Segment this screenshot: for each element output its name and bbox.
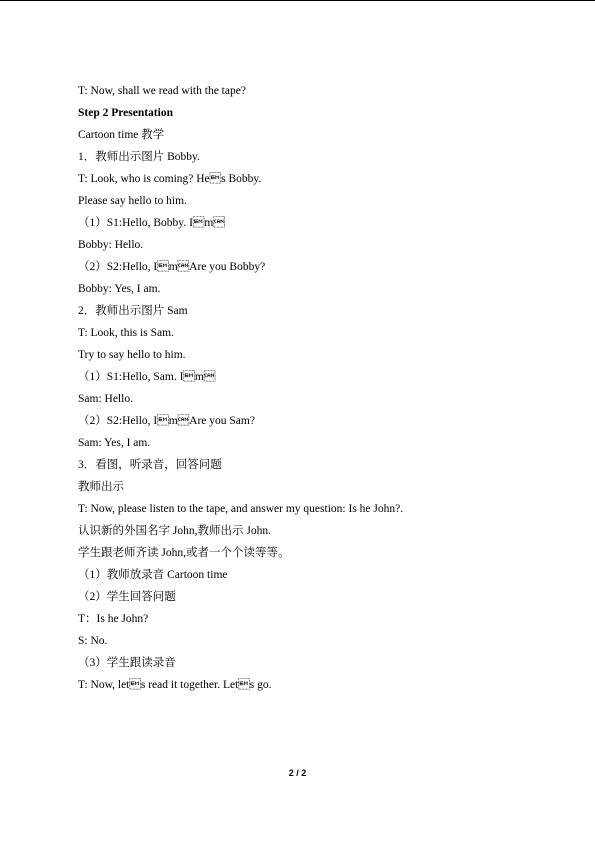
text-line: 3．看图，听录音，回答问题: [78, 459, 222, 471]
text-line: Bobby: Yes, I am.: [78, 283, 161, 295]
text-line: （3）学生跟读录音: [78, 657, 176, 669]
text-line: 教师出示: [78, 481, 124, 493]
document-body: [78, 80, 558, 696]
page-number: 2 / 2: [288, 768, 307, 778]
text-line: T: Look, who is coming? Hes Bobby.: [78, 173, 262, 185]
text-line: T: Now, lets read it together. Lets go.: [78, 679, 272, 691]
text-line: Bobby: Hello.: [78, 239, 144, 251]
text-line: （1）S1:Hello, Bobby. Im: [78, 217, 225, 229]
text-line: T: Now, please listen to the tape, and answer my question: Is he John?.: [78, 503, 404, 515]
text-line: T: Look, this is Sam.: [78, 327, 174, 339]
text-line: 1．教师出示图片 Bobby.: [78, 151, 200, 163]
top-border-line: [0, 0, 595, 1]
text-line: （2）S2:Hello, ImAre you Sam?: [78, 415, 255, 427]
text-line: Sam: Yes, I am.: [78, 437, 151, 449]
text-line: （2）学生回答问题: [78, 591, 176, 603]
text-line: 认识新的外国名字 John,教师出示 John.: [78, 525, 271, 537]
text-line: （1）教师放录音 Cartoon time: [78, 569, 228, 581]
text-line: Sam: Hello.: [78, 393, 133, 405]
text-line: （1）S1:Hello, Sam. Im: [78, 371, 216, 383]
text-line: Please say hello to him.: [78, 195, 187, 207]
text-line: T: Now, shall we read with the tape?: [78, 85, 246, 97]
text-line: 2．教师出示图片 Sam: [78, 305, 188, 317]
text-line: Cartoon time 教学: [78, 129, 165, 141]
text-line: T：Is he John?: [78, 613, 149, 625]
section-heading: Step 2 Presentation: [78, 107, 173, 119]
text-line: （2）S2:Hello, ImAre you Bobby?: [78, 261, 266, 273]
text-line: Try to say hello to him.: [78, 349, 186, 361]
text-line: 学生跟老师齐读 John,或者一个个读等等。: [78, 547, 290, 559]
text-line: S: No.: [78, 635, 108, 647]
